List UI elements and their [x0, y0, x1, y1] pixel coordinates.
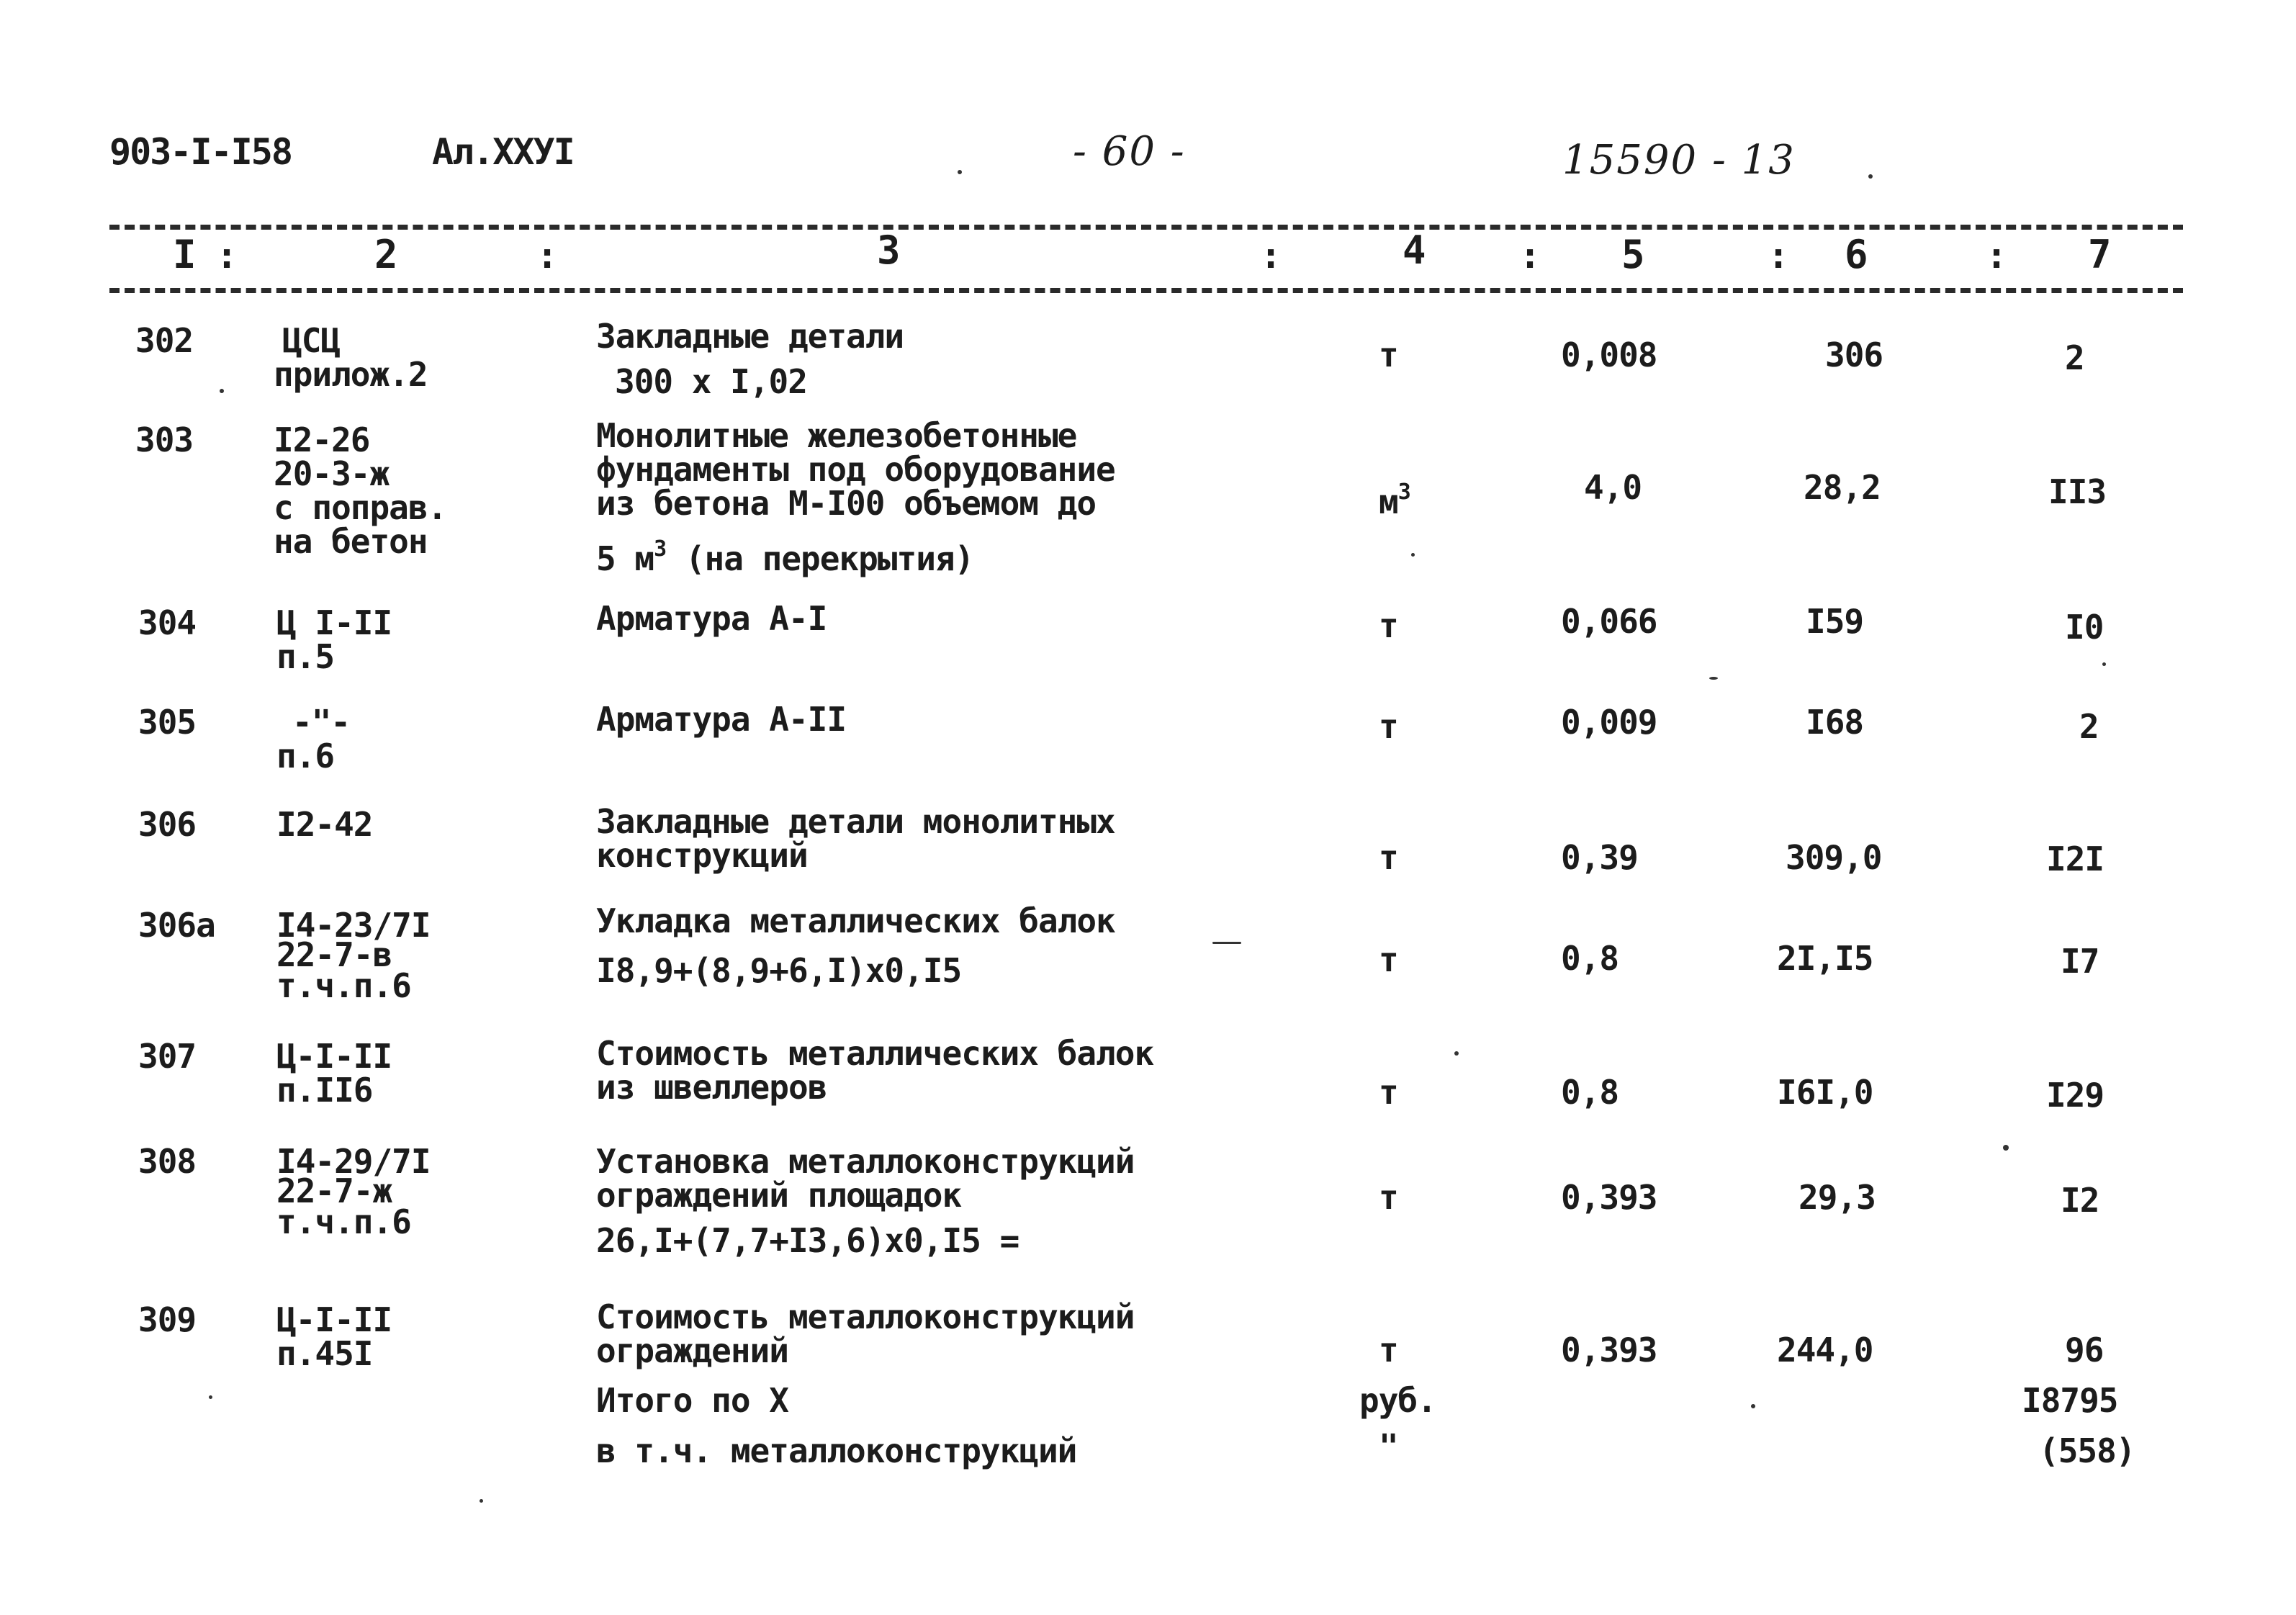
row-reference: I2-26 20-3-ж с поправ. на бетон: [274, 420, 447, 561]
row-number: 307: [138, 1037, 197, 1076]
row-unit-price: 29,3: [1798, 1178, 1876, 1217]
scan-speck: [1454, 1051, 1459, 1056]
row-unit-price: I6I,0: [1777, 1073, 1873, 1112]
row-total: 2: [2065, 338, 2084, 377]
row-reference: Ц-I-II п.II6: [276, 1037, 392, 1110]
row-unit-price: I59: [1806, 602, 1864, 641]
row-description: Установка металлоконструкций ограждений площадок 26,I+(7,7+I3,6)x0,I5 =: [596, 1142, 1135, 1260]
page-number: - 60 -: [1073, 128, 1186, 175]
scan-speck: [2003, 1145, 2009, 1151]
scan-speck: [1751, 1404, 1755, 1408]
album-number: Ал.XXУI: [432, 131, 574, 173]
column-header-4: 4: [1403, 228, 1426, 273]
row-quantity: 4,0: [1584, 468, 1642, 507]
row-total: I0: [2065, 608, 2104, 647]
row-reference: Ц-I-II п.45I: [276, 1300, 392, 1373]
row-unit: т: [1379, 940, 1398, 979]
table-header-rule: [109, 288, 2183, 293]
totals-unit: ": [1379, 1427, 1398, 1466]
column-header-2: 2: [374, 232, 398, 277]
scan-speck: [1411, 553, 1415, 557]
row-total: I2: [2061, 1181, 2099, 1220]
scan-speck: [958, 170, 962, 174]
row-unit: т: [1379, 336, 1398, 374]
row-unit-price: I68: [1806, 703, 1864, 742]
totals-value: I8795: [2022, 1381, 2118, 1420]
column-separator: :: [536, 235, 559, 276]
column-header-6: 6: [1845, 232, 1868, 277]
row-number: 304: [138, 603, 197, 642]
column-separator: :: [1768, 235, 1790, 276]
row-unit-price: 306: [1825, 336, 1883, 374]
row-number: 308: [138, 1142, 197, 1181]
row-unit: т: [1379, 707, 1398, 746]
row-number: 303: [135, 420, 194, 459]
row-number: 302: [135, 321, 194, 360]
totals-value: (558): [2039, 1431, 2135, 1470]
row-reference: Ц I-II п.5: [276, 603, 392, 676]
row-reference: I2-42: [276, 805, 373, 844]
row-quantity: 0,008: [1561, 336, 1657, 374]
row-description: Укладка металлических балок I8,9+(8,9+6,I)x0,I5: [596, 901, 1115, 990]
row-number: 309: [138, 1300, 197, 1339]
scan-speck: [1709, 677, 1718, 680]
row-total: I2I: [2046, 840, 2104, 878]
row-unit-price: 309,0: [1786, 838, 1882, 877]
row-total: 96: [2065, 1331, 2104, 1369]
scan-speck: [220, 389, 224, 393]
row-total: I29: [2046, 1076, 2104, 1115]
row-description: Закладные детали монолитных конструкций: [596, 802, 1115, 875]
scan-speck: [480, 1499, 483, 1503]
row-quantity: 0,009: [1561, 703, 1657, 742]
totals-unit: руб.: [1359, 1381, 1436, 1420]
column-header-7: 7: [2088, 232, 2112, 277]
row-quantity: 0,393: [1561, 1178, 1657, 1217]
row-description: Арматура А-II: [596, 700, 847, 739]
row-total: 2: [2079, 707, 2099, 746]
row-reference: -"- п.6: [276, 703, 351, 775]
row-quantity: 0,8: [1561, 939, 1619, 978]
scan-speck: [209, 1395, 212, 1399]
row-unit: $м^3$: [1379, 480, 1410, 521]
row-reference: ЦСЦ прилож.2: [274, 321, 428, 394]
row-description: Монолитные железобетонные фундаменты под оборудование из бетона М-I00 объемом до 5 $м^3$ (на перекрытия): [596, 416, 1115, 578]
row-unit: т: [1379, 838, 1398, 877]
column-separator: :: [216, 235, 238, 276]
column-separator: :: [1260, 235, 1282, 276]
row-description: Стоимость металлических балок из швеллеров: [596, 1034, 1154, 1107]
column-header-1: I: [173, 232, 197, 277]
table-top-rule: [109, 225, 2183, 230]
row-number: 305: [138, 703, 197, 742]
row-number: 306а: [138, 906, 215, 945]
row-unit: т: [1379, 1178, 1398, 1217]
stamp-number: 15590 - 13: [1562, 137, 1796, 184]
row-reference: I4-23/7I 22-7-в т.ч.п.6: [276, 906, 431, 1005]
row-unit-price: 28,2: [1804, 468, 1881, 507]
row-total: I7: [2061, 942, 2099, 981]
column-separator: :: [1519, 235, 1541, 276]
row-reference: I4-29/7I 22-7-ж т.ч.п.6: [276, 1142, 431, 1241]
scan-speck: [1212, 942, 1241, 944]
column-header-5: 5: [1621, 232, 1645, 277]
totals-label: Итого по X: [596, 1381, 788, 1420]
row-unit: т: [1379, 606, 1398, 645]
scan-speck: [2102, 662, 2106, 666]
row-description: Арматура А-I: [596, 599, 827, 638]
row-total: II3: [2048, 472, 2107, 511]
row-description: Стоимость металлоконструкций ограждений: [596, 1297, 1135, 1370]
row-quantity: 0,8: [1561, 1073, 1619, 1112]
column-header-3: 3: [877, 228, 901, 273]
row-unit: т: [1379, 1331, 1398, 1369]
document-code: 903-I-I58: [109, 131, 292, 173]
totals-label: в т.ч. металлоконструкций: [596, 1431, 1077, 1470]
row-unit-price: 244,0: [1777, 1331, 1873, 1369]
row-quantity: 0,066: [1561, 602, 1657, 641]
column-separator: :: [1986, 235, 2008, 276]
scan-speck: [1868, 174, 1873, 179]
row-quantity: 0,393: [1561, 1331, 1657, 1369]
row-description: Закладные детали 300 x I,02: [596, 317, 904, 401]
row-unit: т: [1379, 1073, 1398, 1112]
row-unit-price: 2I,I5: [1777, 939, 1873, 978]
row-quantity: 0,39: [1561, 838, 1638, 877]
row-number: 306: [138, 805, 197, 844]
